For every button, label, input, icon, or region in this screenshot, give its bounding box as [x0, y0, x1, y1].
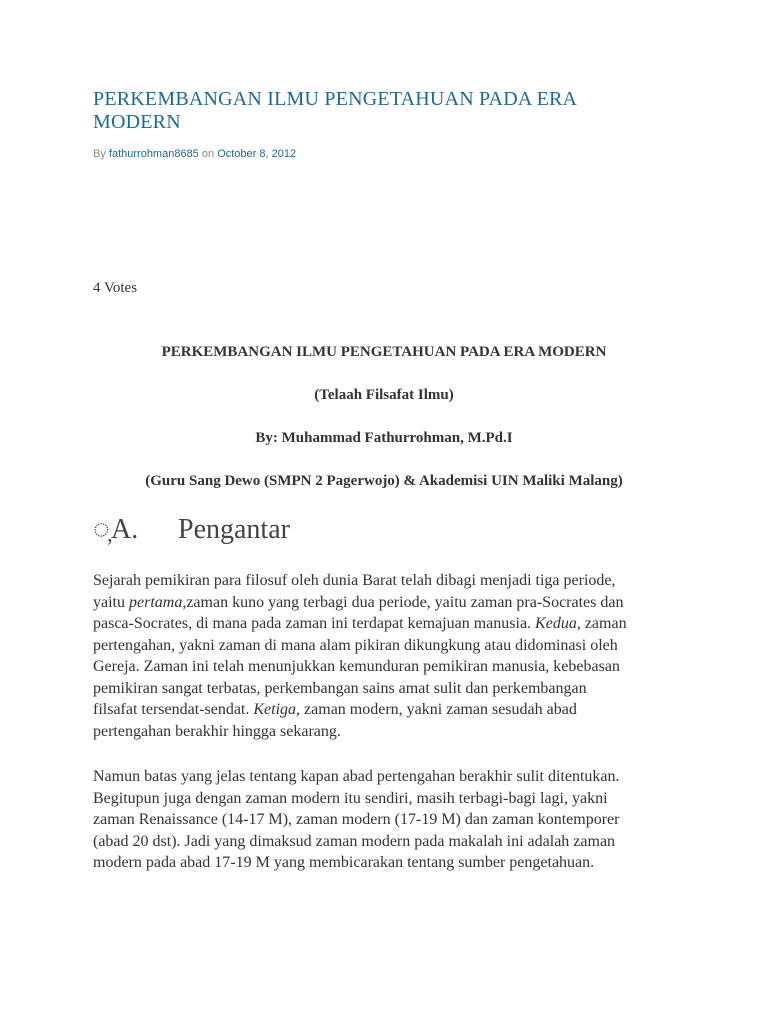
post-title-link[interactable]: PERKEMBANGAN ILMU PENGETAHUAN PADA ERA MODERN: [93, 88, 577, 133]
paragraph-line: (abad 20 dst). Jadi yang dimaksud zaman modern pada makalah ini adalah zaman: [93, 832, 616, 850]
text-run: zaman kuno yang terbagi dua periode, yaitu zaman pra-Socrates dan: [186, 593, 624, 611]
section-number: A.: [111, 514, 139, 545]
post-date-link[interactable]: October 8, 2012: [217, 148, 297, 160]
document-subtitle: (Telaah Filsafat Ilmu): [314, 387, 454, 403]
section-heading: [93, 513, 290, 547]
text-run: zaman modern, yakni zaman sesudah abad: [300, 701, 577, 718]
document-title: PERKEMBANGAN ILMU PENGETAHUAN PADA ERA MODERN: [161, 344, 607, 360]
paragraph-line: pertengahan, yakni zaman di mana alam pikiran dikungkung atau didominasi oleh: [93, 636, 618, 654]
paragraph-line: [93, 699, 683, 721]
paragraph-line: [93, 613, 683, 635]
document-author: By: Muhammad Fathurrohman, M.Pd.I: [255, 430, 513, 446]
emphasis-text: Kedua,: [535, 615, 581, 632]
paragraph-line: modern pada abad 17-19 M yang membicarakan tentang sumber pengetahuan.: [93, 854, 595, 871]
paragraph-line: Gereja. Zaman ini telah menunjukkan kemunduran pemikiran manusia, kebebasan: [93, 658, 620, 675]
paragraph-line: Begitupun juga dengan zaman modern itu sendiri, masih terbagi-bagi lagi, yakni: [93, 789, 608, 807]
paragraph-line: [93, 592, 683, 614]
paragraph-2: [93, 766, 683, 874]
section-title: Pengantar: [178, 514, 290, 545]
paragraph-line: Namun batas yang jelas tentang kapan abad pertengahan berakhir sulit ditentukan.: [93, 768, 620, 785]
list-marker-glyph: ◌̦: [93, 514, 110, 545]
emphasis-text: pertama,: [129, 593, 187, 611]
text-run: zaman: [580, 615, 627, 632]
paragraph-line: zaman Renaissance (14-17 M), zaman modern (17-19 M) dan zaman kontemporer: [93, 811, 620, 828]
text-run: pasca-Socrates, di mana pada zaman ini terdapat kemajuan manusia.: [93, 615, 536, 632]
text-run: filsafat tersendat-sendat.: [93, 701, 254, 718]
post-byline: [93, 147, 296, 161]
author-link[interactable]: fathurrohman8685: [108, 148, 199, 160]
byline-by: By: [93, 148, 106, 160]
paragraph-line: Sejarah pemikiran para filosuf oleh dunia Barat telah dibagi menjadi tiga periode,: [93, 572, 616, 589]
paragraph-1: [93, 570, 683, 742]
vote-count: 4 Votes: [93, 280, 138, 296]
emphasis-text: Ketiga,: [253, 701, 301, 718]
post-title: [93, 88, 613, 134]
paragraph-line: pemikiran sangat terbatas, perkembangan sains amat sulit dan perkembangan: [93, 679, 587, 697]
text-run: yaitu: [93, 593, 129, 611]
document-affiliation: (Guru Sang Dewo (SMPN 2 Pagerwojo) & Akademisi UIN Maliki Malang): [145, 473, 623, 489]
byline-on: on: [201, 148, 215, 160]
paragraph-line: pertengahan berakhir hingga sekarang.: [93, 722, 341, 740]
